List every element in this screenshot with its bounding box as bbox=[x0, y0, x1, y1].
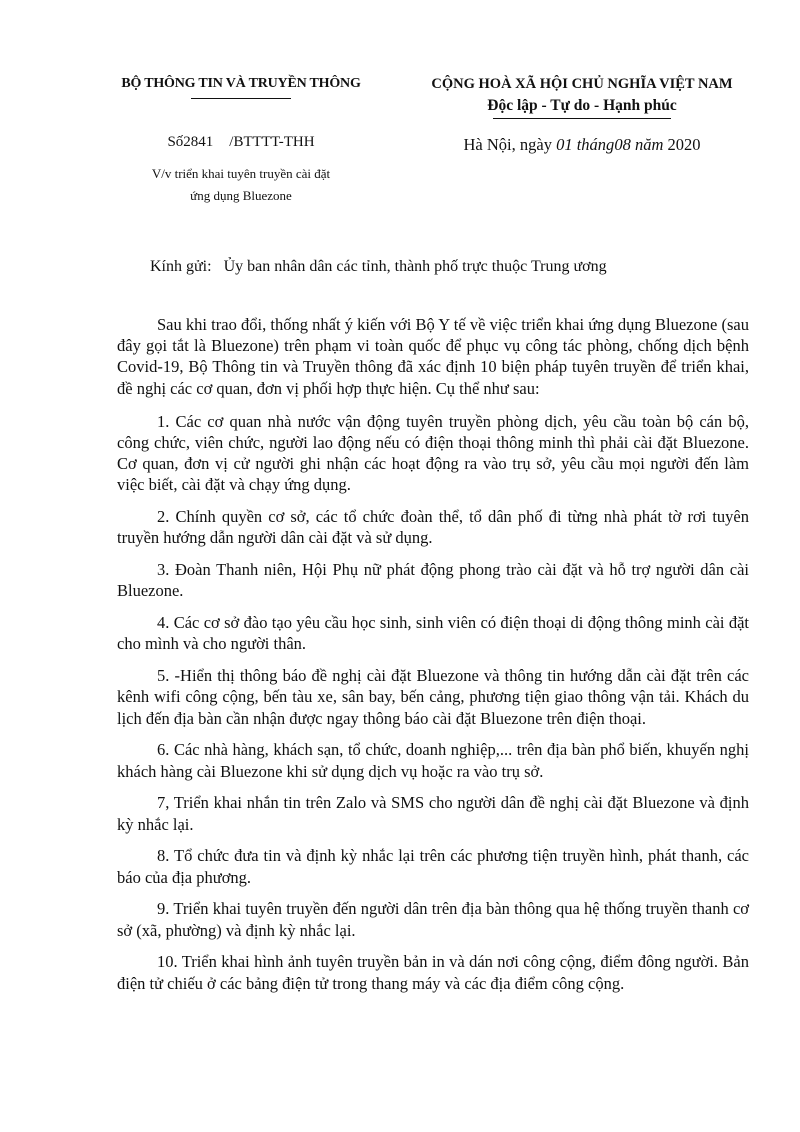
measure-item-8: 8. Tổ chức đưa tin và định kỳ nhắc lại trên các phương tiện truyền hình, phát thanh, các báo của địa phương. bbox=[117, 846, 749, 887]
measure-item-2: 2. Chính quyền cơ sở, các tổ chức đoàn thể, tổ dân phố đi từng nhà phát tờ rơi tuyên truyền hướng dẫn người dân cài đặt và sử dụng. bbox=[117, 507, 749, 548]
subject-line-2: ứng dụng Bluezone bbox=[190, 188, 292, 203]
date-line bbox=[410, 135, 754, 155]
date-place: Hà Nội, ngày bbox=[463, 135, 552, 154]
document-number bbox=[96, 134, 386, 151]
document-number-prefix: Số bbox=[167, 134, 184, 150]
issuer-block bbox=[96, 76, 386, 99]
measure-item-10: 10. Triển khai hình ảnh tuyên truyền bản in và dán nơi công cộng, điểm đông người. Bản điện tử chiếu ở các bảng điện tử trong thang máy và các địa điểm công cộng. bbox=[117, 952, 749, 993]
country-name: CỘNG HOÀ XÃ HỘI CHỦ NGHĨA VIỆT NAM bbox=[431, 76, 733, 92]
motto-underline bbox=[493, 118, 671, 119]
ministry-underline bbox=[191, 98, 291, 99]
date-day: 01 bbox=[556, 135, 573, 154]
document-body bbox=[117, 314, 749, 1004]
measure-item-9: 9. Triển khai tuyên truyền đến người dân trên địa bàn thông qua hệ thống truyền thanh cơ sở (xã, phường) và định kỳ nhắc lại. bbox=[117, 899, 749, 940]
intro-paragraph: Sau khi trao đổi, thống nhất ý kiến với Bộ Y tế về việc triển khai ứng dụng Bluezone (sau đây gọi tắt là Bluezone) trên phạm vi toàn quốc để phục vụ công tác phòng, chống dịch bệnh Covid-19, Bộ Thông tin và Truyền thông đã xác định 10 biện pháp tuyên truyền để triển khai, đề nghị các cơ quan, đơn vị phối hợp thực hiện. Cụ thể như sau: bbox=[117, 315, 749, 398]
date-year-word: năm bbox=[634, 135, 664, 154]
subject-line-1: V/v triển khai tuyên truyền cài đặt bbox=[151, 166, 331, 181]
measure-item-1: 1. Các cơ quan nhà nước vận động tuyên truyền phòng dịch, yêu cầu toàn bộ cán bộ, công chức, viên chức, người lao động nếu có điện thoại thông minh thì phải cài đặt Bluezone. Cơ quan, đơn vị cử người ghi nhận các hoạt động ra vào trụ sở, yêu cầu mọi người đến làm việc biết, cài đặt và chạy ứng dụng. bbox=[117, 411, 749, 495]
measure-item-6: 6. Các nhà hàng, khách sạn, tổ chức, doanh nghiệp,... trên địa bàn phổ biến, khuyến nghị khách hàng cài Bluezone khi sử dụng dịch vụ hoặc ra vào trụ sở. bbox=[117, 740, 749, 781]
ministry-name: BỘ THÔNG TIN VÀ TRUYỀN THÔNG bbox=[121, 76, 361, 91]
measure-item-3: 3. Đoàn Thanh niên, Hội Phụ nữ phát động phong trào cài đặt và hỗ trợ người dân cài Bluezone. bbox=[117, 560, 749, 601]
date-month: 08 bbox=[614, 135, 631, 154]
national-heading bbox=[410, 76, 754, 119]
document-number-suffix: /BTTTT-THH bbox=[229, 134, 315, 150]
document-number-value: 2841 bbox=[183, 134, 214, 150]
date-month-word: tháng bbox=[576, 135, 615, 154]
salutation-label: Kính gửi: bbox=[150, 258, 212, 275]
measure-item-7: 7, Triển khai nhắn tin trên Zalo và SMS cho người dân đề nghị cài đặt Bluezone và định kỳ nhắc lại. bbox=[117, 793, 749, 834]
measure-item-4: 4. Các cơ sở đào tạo yêu cầu học sinh, sinh viên có điện thoại di động thông minh cài đặt cho mình và cho người thân. bbox=[117, 613, 749, 654]
document-subject bbox=[96, 163, 386, 207]
date-year: 2020 bbox=[667, 135, 701, 154]
salutation-recipient: Ủy ban nhân dân các tỉnh, thành phố trực thuộc Trung ương bbox=[223, 258, 607, 275]
national-motto: Độc lập - Tự do - Hạnh phúc bbox=[487, 97, 677, 114]
salutation bbox=[150, 258, 607, 276]
measure-item-5: 5. -Hiển thị thông báo đề nghị cài đặt Bluezone và thông tin hướng dẫn cài đặt trên các kênh wifi công cộng, bến tàu xe, sân bay, bến cảng, phương tiện giao thông vận tải. Khách du lịch đến địa bàn cần nhận được ngay thông báo cài đặt Bluezone trên điện thoại. bbox=[117, 666, 749, 728]
